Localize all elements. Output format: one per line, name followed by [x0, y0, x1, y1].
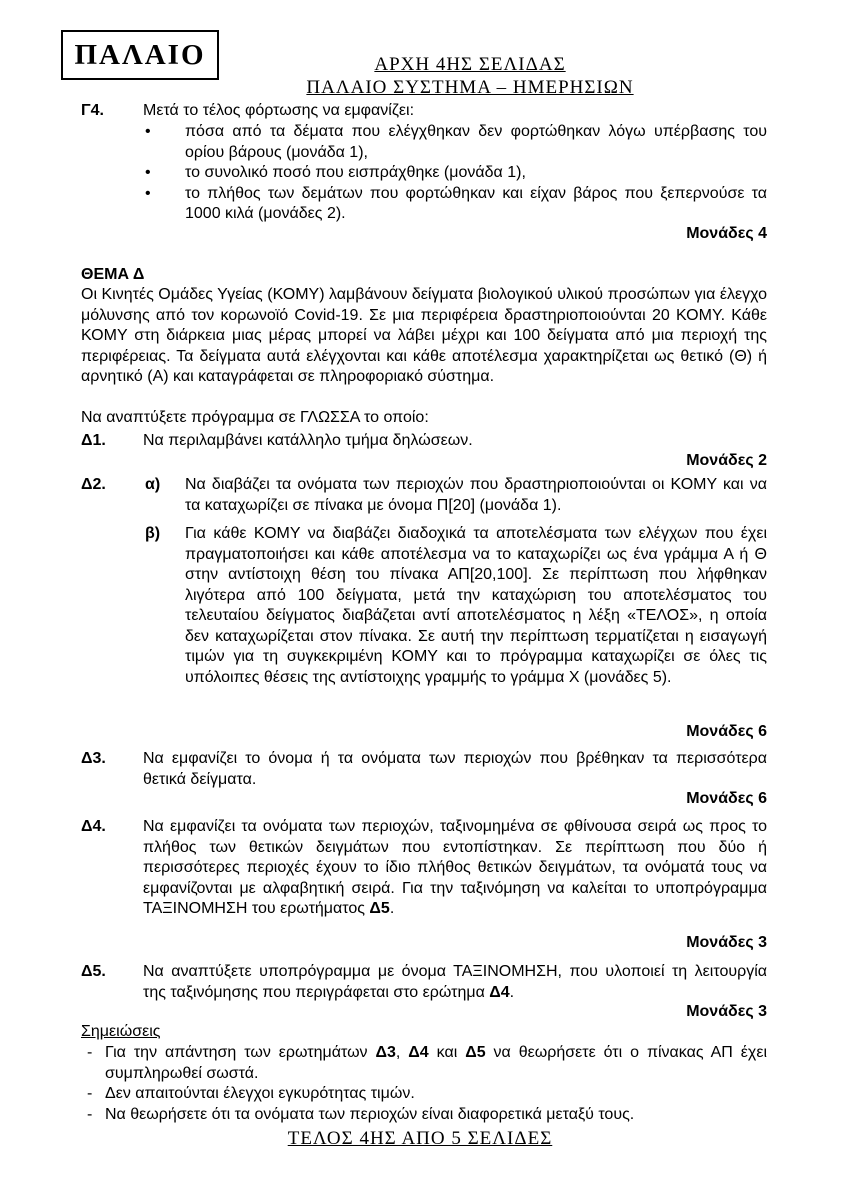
- dash-icon: -: [87, 1044, 93, 1061]
- marks-g4: Μονάδες 4: [686, 225, 767, 242]
- list-item: [81, 1105, 767, 1126]
- g4-bullet-list: [145, 122, 767, 225]
- question-label: Δ5.: [81, 963, 106, 980]
- marks-d5: Μονάδες 3: [686, 1003, 767, 1020]
- section-intro: Οι Κινητές Ομάδες Υγείας (ΚΟΜΥ) λαμβάνουν δείγματα βιολογικού υλικού προσώπων για έλεγχο μόλυνσης από τον κορωνοϊό Covid-19. Σε μια περιφέρεια δραστηριοποιούνται 20 ΚΟΜΥ. Κάθε ΚΟΜΥ στη διάρκεια μιας μέρας μπορεί να λάβει μέχρι και 100 δείγματα από μια περιοχή της περιφέρειας. Τα δείγματα αυτά ελέγχονται και κάθε αποτέλεσμα χαρακτηρίζεται ως θετικό (Θ) ή αρνητικό (Α) και καταγράφεται σε πληροφοριακό σύστημα.: [81, 286, 767, 385]
- list-item: [81, 1043, 767, 1084]
- marks-d4: Μονάδες 3: [686, 934, 767, 951]
- subquestion-text: Για κάθε ΚΟΜΥ να διαβάζει διαδοχικά τα αποτελέσματα των ελέγχων που έχει πραγματοποιήσει και κάθε αποτέλεσμα να το καταχωρίζει ως ένα γράμμα Α ή Θ στην αντίστοιχη θέση του πίνακα ΑΠ[20,100]. Σε περίπτωση που λήφθηκαν λιγότερα από 100 δείγματα, μετά την καταχώριση του αποτελέσματος του τελευταίου δείγματος διαβάζεται αντί αποτελέσματος η λέξη «ΤΕΛΟΣ», η οποία δεν καταχωρίζεται στον πίνακα. Σε αυτή την περίπτωση τερματίζεται η εισαγωγή τιμών για τη συγκεκριμένη ΚΟΜΥ και το πρόγραμμα καταχωρίζει σε όλες τις υπόλοιπες θέσεις της αντίστοιχης γραμμής το γράμμα Χ (μονάδες 5).: [185, 525, 767, 686]
- question-label: Δ3.: [81, 750, 106, 767]
- question-text-body: Να αναπτύξετε υποπρόγραμμα με όνομα ΤΑΞΙΝΟΜΗΣΗ, που υλοποιεί τη λειτουργία της ταξινόμησης που περιγράφεται στο ερώτημα: [143, 963, 767, 1001]
- question-text: Να εμφανίζει το όνομα ή τα ονόματα των περιοχών που βρέθηκαν τα περισσότερα θετικά δείγματα.: [143, 750, 767, 788]
- page-footer: ΤΕΛΟΣ 4ΗΣ ΑΠΟ 5 ΣΕΛΙΔΕΣ: [287, 1128, 553, 1149]
- bullet-icon: •: [145, 123, 151, 140]
- note-text: Να θεωρήσετε ότι τα ονόματα των περιοχών είναι διαφορετικά μεταξύ τους.: [105, 1105, 635, 1123]
- marks-d3: Μονάδες 6: [686, 790, 767, 807]
- list-item: [145, 163, 767, 184]
- list-item-text: το συνολικό ποσό που εισπράχθηκε (μονάδα 1),: [185, 164, 526, 181]
- list-item: [81, 1084, 767, 1105]
- subquestion-label: α): [145, 476, 161, 493]
- subquestion-label: β): [145, 525, 161, 542]
- question-label: Γ4.: [81, 102, 104, 119]
- question-label: Δ2.: [81, 476, 106, 493]
- list-item: [145, 122, 767, 163]
- note-text: Για την απάντηση των ερωτημάτων Δ3, Δ4 και Δ5 να θεωρήσετε ότι ο πίνακας ΑΠ έχει συμπληρωθεί σωστά.: [105, 1044, 768, 1082]
- list-item-text: το πλήθος των δεμάτων που φορτώθηκαν και είχαν βάρος που ξεπερνούσε τα 1000 κιλά (μονάδες 2).: [185, 184, 767, 222]
- question-text: [143, 962, 767, 1003]
- section-instruction: Να αναπτύξετε πρόγραμμα σε ΓΛΩΣΣΑ το οποίο:: [81, 409, 429, 426]
- question-text-end: .: [509, 983, 515, 1001]
- marks-d1: Μονάδες 2: [686, 452, 767, 469]
- list-item: [145, 184, 767, 225]
- question-label: Δ1.: [81, 432, 106, 449]
- notes-list: [81, 1043, 767, 1125]
- section-title: ΘΕΜΑ Δ: [81, 266, 145, 283]
- page-stamp: ΠΑΛΑΙΟ: [61, 30, 219, 80]
- note-text: Δεν απαιτούνται έλεγχοι εγκυρότητας τιμών.: [105, 1085, 415, 1102]
- bullet-icon: •: [145, 164, 151, 181]
- question-label: Δ4.: [81, 818, 106, 835]
- header-line-2: ΠΑΛΑΙΟ ΣΥΣΤΗΜΑ – ΗΜΕΡΗΣΙΩΝ: [306, 77, 634, 98]
- question-text: Μετά το τέλος φόρτωσης να εμφανίζει:: [143, 102, 415, 119]
- question-reference: Δ4: [489, 983, 510, 1001]
- marks-d2: Μονάδες 6: [686, 723, 767, 740]
- subquestion-text: Να διαβάζει τα ονόματα των περιοχών που δραστηριοποιούνται οι ΚΟΜΥ και να τα καταχωρίζει σε πίνακα με όνομα Π[20] (μονάδα 1).: [185, 476, 767, 514]
- dash-icon: -: [87, 1085, 93, 1102]
- bullet-icon: •: [145, 184, 151, 202]
- question-text-end: .: [389, 900, 395, 917]
- question-text: Να περιλαμβάνει κατάλληλο τμήμα δηλώσεων.: [143, 432, 473, 449]
- list-item-text: πόσα από τα δέματα που ελέγχθηκαν δεν φορτώθηκαν λόγω υπέρβασης του ορίου βάρους (μονάδα 1),: [185, 123, 767, 161]
- header-line-1: ΑΡΧΗ 4ΗΣ ΣΕΛΙΔΑΣ: [374, 54, 566, 75]
- question-text-body: Να εμφανίζει τα ονόματα των περιοχών, ταξινομημένα σε φθίνουσα σειρά ως προς το πλήθος των θετικών δειγμάτων που εντοπίστηκαν. Σε περίπτωση που δύο ή περισσότερες περιοχές έχουν το ίδιο πλήθος θετικών δειγμάτων, τα ονόματά τους να εμφανίζονται με αλφαβητική σειρά. Για την ταξινόμηση να καλείται το υποπρόγραμμα ΤΑΞΙΝΟΜΗΣΗ του ερωτήματος: [143, 818, 767, 917]
- question-reference: Δ5: [369, 900, 390, 917]
- notes-title: Σημειώσεις: [81, 1023, 161, 1040]
- question-text: [143, 817, 767, 920]
- dash-icon: -: [87, 1105, 93, 1123]
